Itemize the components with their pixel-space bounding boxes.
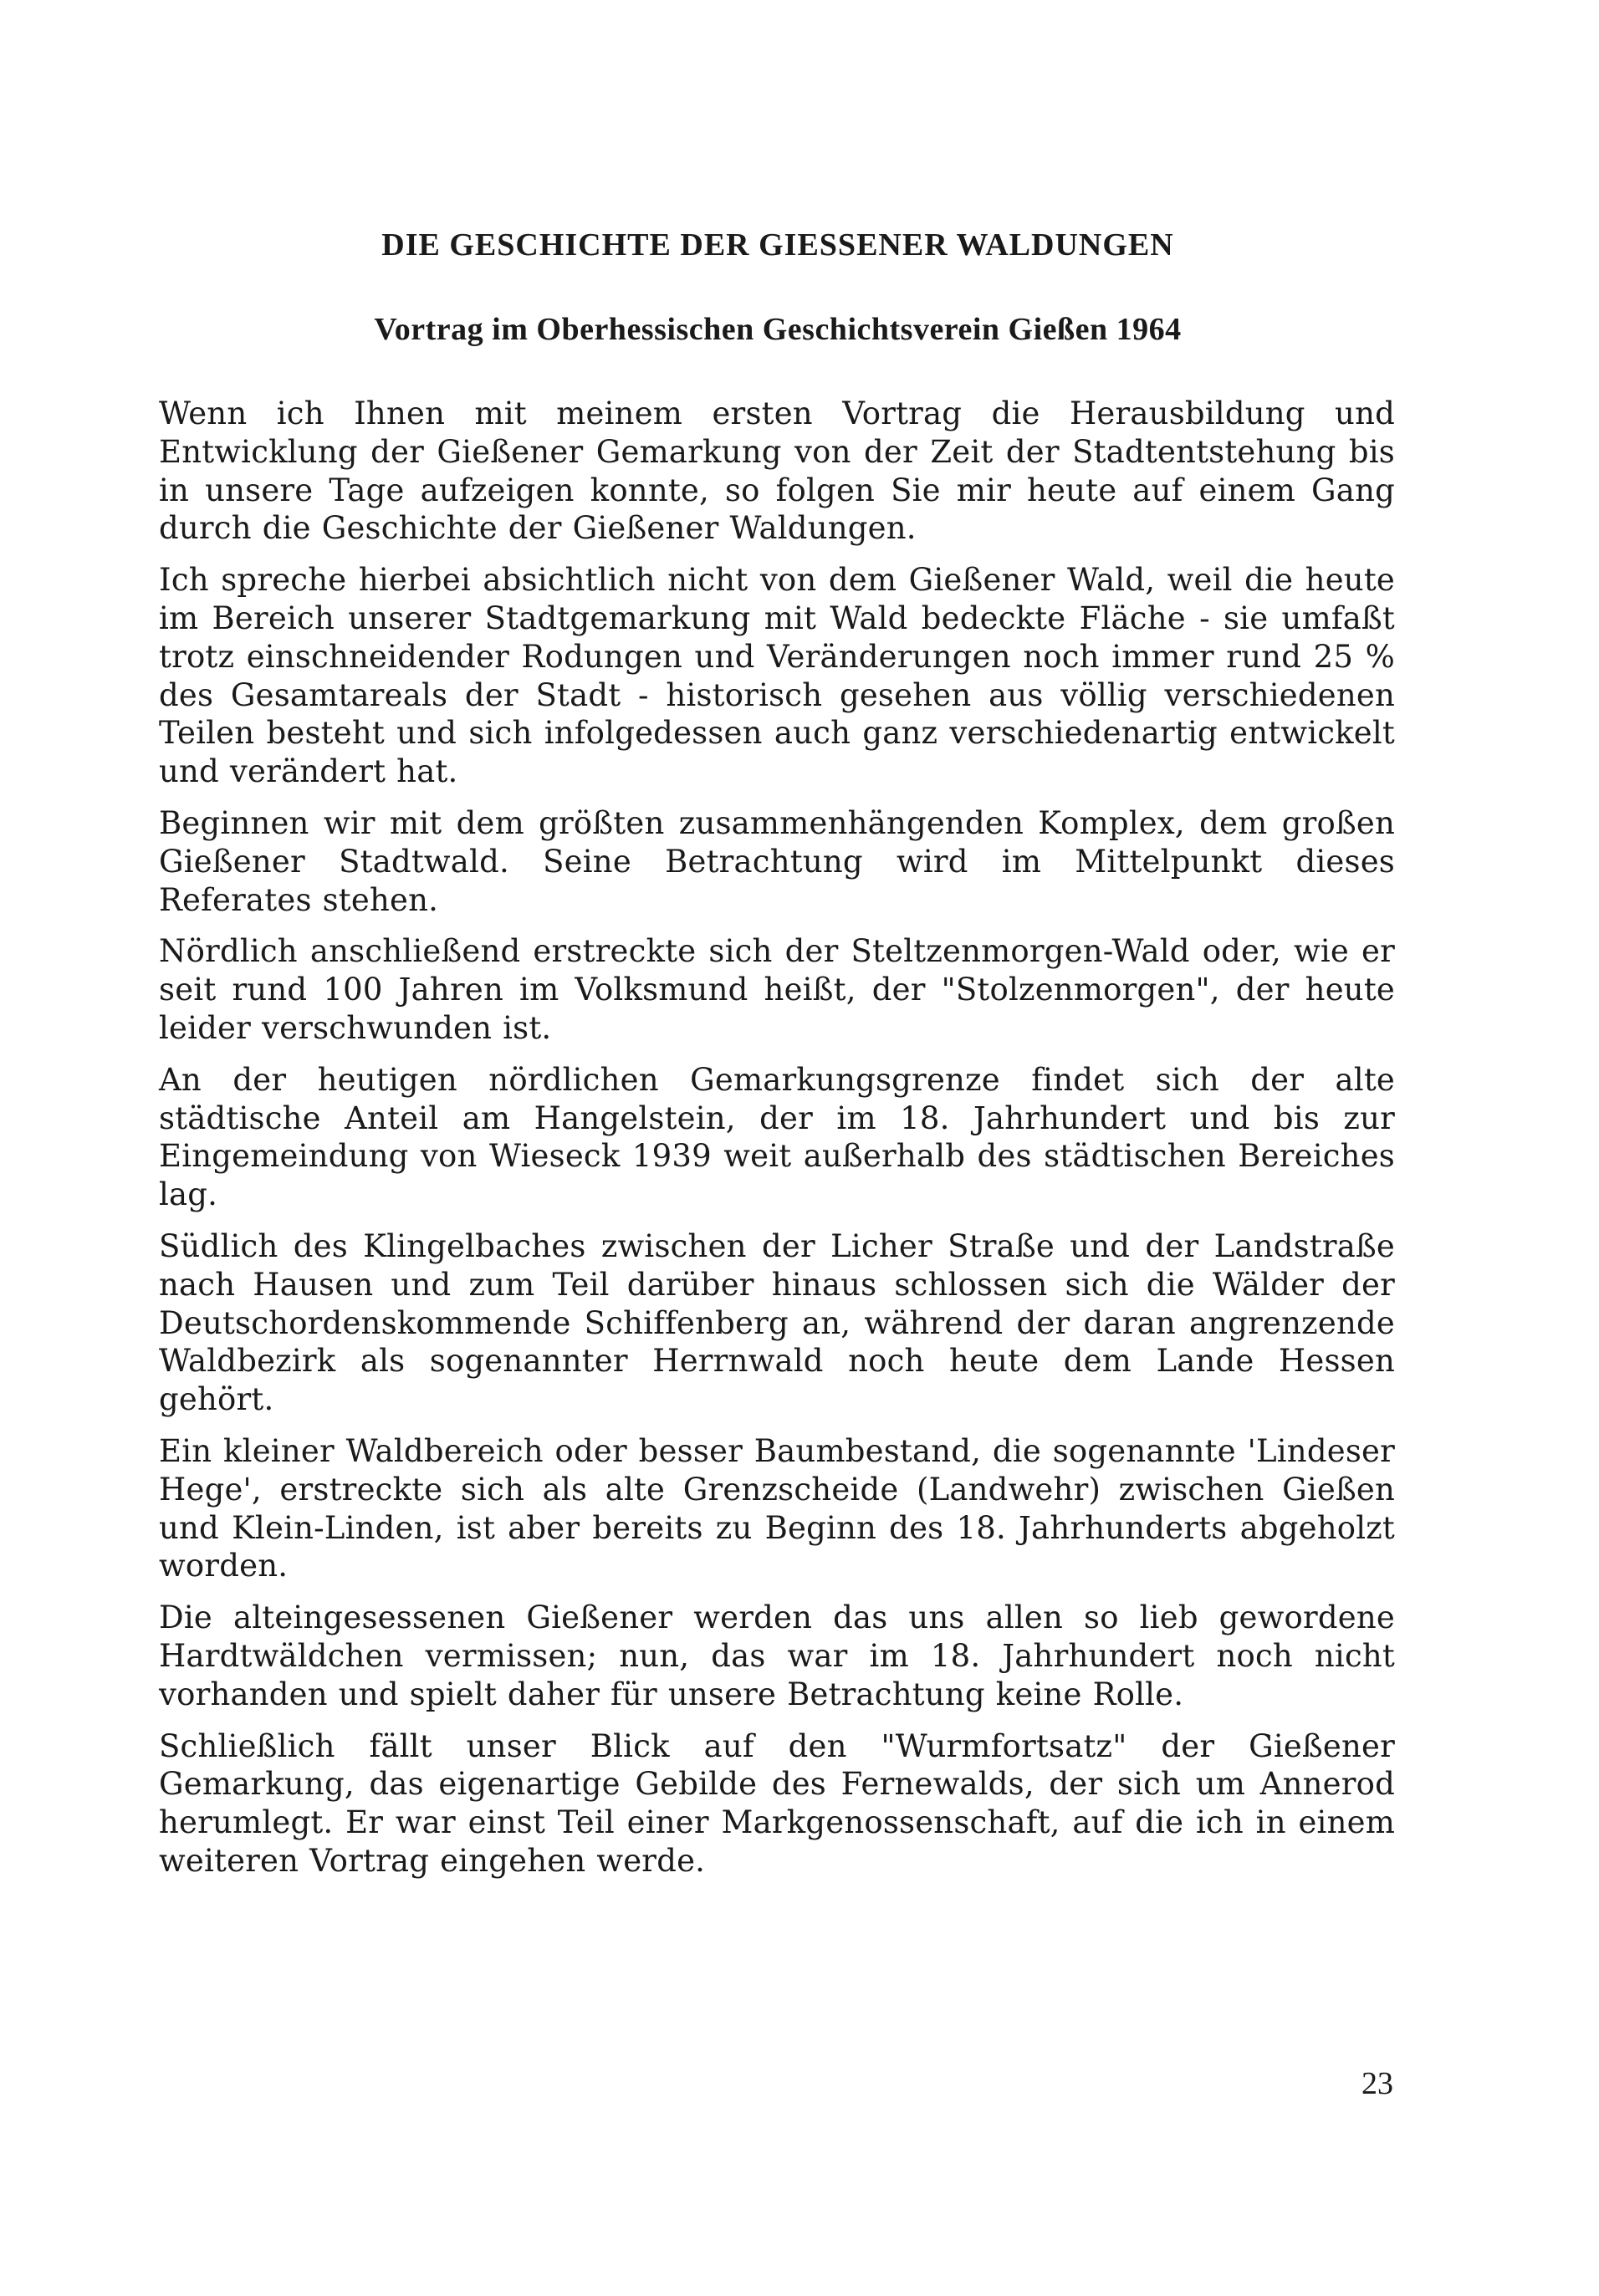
paragraph-3: Beginnen wir mit dem größten zusammenhängenden Komplex, dem großen Gießener Stadtwald. Seine Betrachtung wird im Mittelpunkt dieses Referates stehen. [159,804,1395,918]
paragraph-8: Die alteingesessenen Gießener werden das uns allen so lieb gewordene Hardtwäldchen vermissen; nun, das war im 18. Jahrhundert noch nicht vorhanden und spielt daher für unsere Betrachtung keine Rolle. [159,1600,1395,1712]
paragraph-7: Ein kleiner Waldbereich oder besser Baumbestand, die sogenannte 'Lindeser Hege', erstreckte sich als alte Grenzscheide (Landwehr) zwischen Gießen und Klein-Linden, ist aber bereits zu Beginn des 18. Jahrhunderts abgeholzt worden. [159,1432,1395,1584]
paragraph-1: Wenn ich Ihnen mit meinem ersten Vortrag die Herausbildung und Entwicklung der Gießener Gemarkung von der Zeit der Stadtentstehung bis in unsere Tage aufzeigen konnte, so folgen Sie mir heute auf einem Gang durch die Geschichte der Gießener Waldungen. [159,395,1395,547]
page-number: 23 [1361,2066,1393,2101]
paragraph-4: Nördlich anschließend erstreckte sich der Steltzenmorgen-Wald oder, wie er seit rund 100 Jahren im Volksmund heißt, der "Stolzenmorgen", der heute leider verschwunden ist. [159,933,1395,1046]
paragraph-5: An der heutigen nördlichen Gemarkungsgrenze findet sich der alte städtische Anteil am Hangelstein, der im 18. Jahrhundert und bis zur Eingemeindung von Wieseck 1939 weit außerhalb des städtischen Bereiches lag. [159,1061,1395,1213]
document-subtitle: Vortrag im Oberhessischen Geschichtsverein Gießen 1964 [374,311,1182,347]
paragraph-9: Schließlich fällt unser Blick auf den "Wurmfortsatz" der Gießener Gemarkung, das eigenartige Gebilde des Fernewalds, der sich um Annerod herumlegt. Er war einst Teil einer Markgenossenschaft, auf die ich in einem weiteren Vortrag eingehen werde. [159,1727,1395,1879]
body-text [159,395,1395,1894]
paragraph-2: Ich spreche hierbei absichtlich nicht von dem Gießener Wald, weil die heute im Bereich unserer Stadtgemarkung mit Wald bedeckte Fläche - sie umfaßt trotz einschneidender Rodungen und Veränderungen noch immer rund 25 % des Gesamtareals der Stadt - historisch gesehen aus völlig verschiedenen Teilen besteht und sich infolgedessen auch ganz verschiedenartig entwickelt und verändert hat. [159,562,1395,790]
document-title: DIE GESCHICHTE DER GIESSENER WALDUNGEN [381,227,1174,263]
paragraph-6: Südlich des Klingelbaches zwischen der Licher Straße und der Landstraße nach Hausen und zum Teil darüber hinaus schlossen sich die Wälder der Deutschordenskommende Schiffenberg an, während der daran angrenzende Waldbezirk als sogenannter Herrnwald noch heute dem Lande Hessen gehört. [159,1227,1395,1418]
